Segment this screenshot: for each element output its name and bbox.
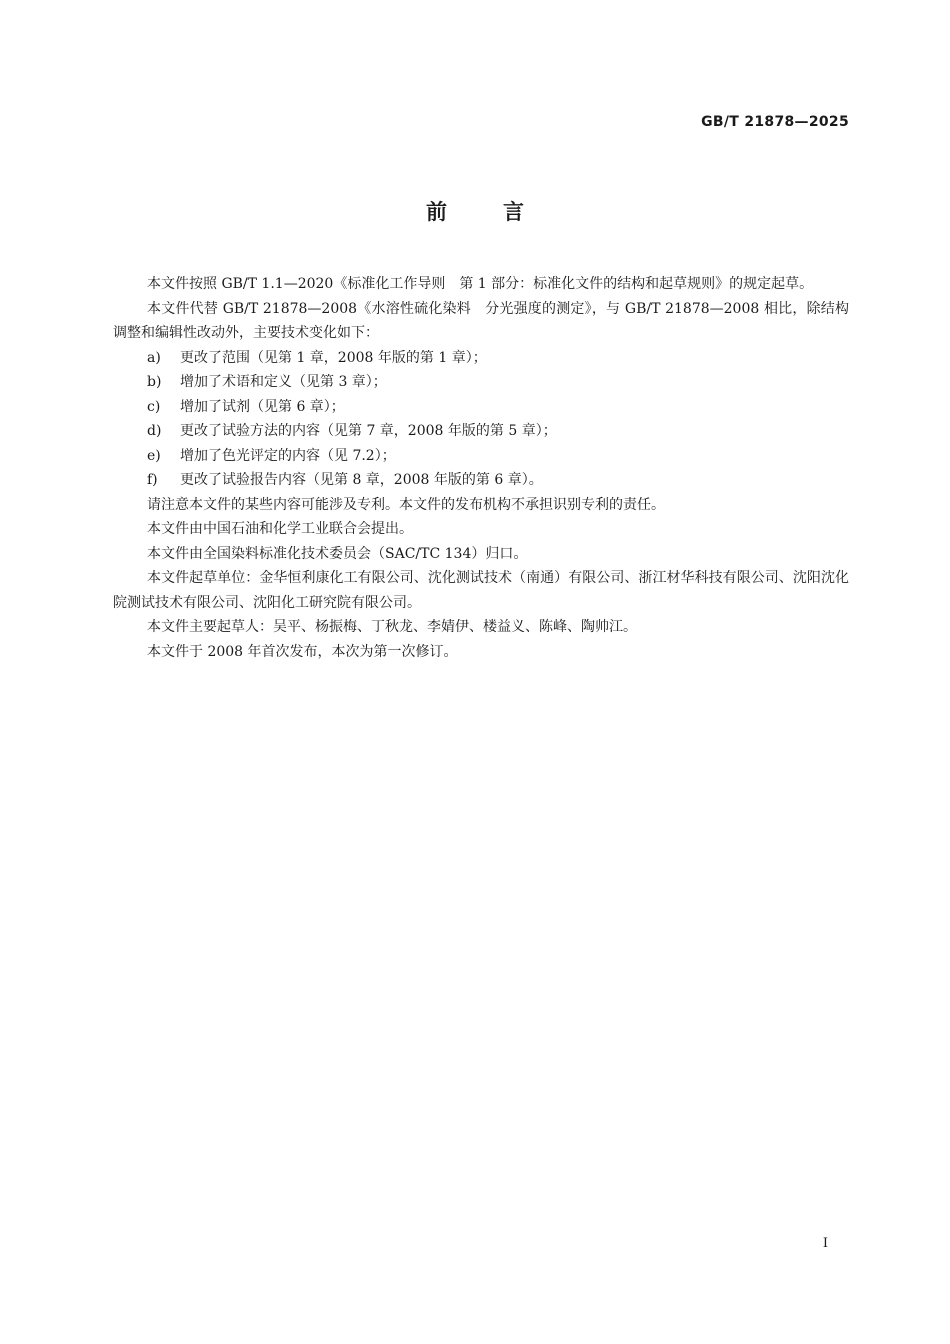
list-item <box>113 346 849 371</box>
list-item-text: 增加了色光评定的内容（见 7.2）； <box>180 447 396 464</box>
list-item-text: 增加了术语和定义（见第 3 章）； <box>180 374 387 390</box>
list-item <box>113 419 849 444</box>
proposer-statement: 本文件由中国石油和化学工业联合会提出。 <box>147 521 413 537</box>
list-item-text: 更改了范围（见第 1 章，2008 年版的第 1 章）； <box>180 349 487 366</box>
list-item-text: 增加了试剂（见第 6 章）； <box>180 398 345 415</box>
list-marker: c) <box>147 398 161 415</box>
list-marker: f) <box>147 472 158 488</box>
main-drafters: 本文件主要起草人：吴平、杨振梅、丁秋龙、李婧伊、楼益义、陈峰、陶帅江。 <box>147 619 637 635</box>
list-item <box>113 444 849 469</box>
patent-notice: 请注意本文件的某些内容可能涉及专利。本文件的发布机构不承担识别专利的责任。 <box>147 496 665 513</box>
technical-changes-list <box>113 346 849 493</box>
list-marker: d) <box>147 423 162 439</box>
list-item-text: 更改了试验报告内容（见第 8 章，2008 年版的第 6 章）。 <box>180 472 543 488</box>
list-marker: b) <box>147 374 162 390</box>
drafting-units: 本文件起草单位：金华恒利康化工有限公司、沈化测试技术（南通）有限公司、浙江材华科技有限公司、沈阳沈化院测试技术有限公司、沈阳化工研究院有限公司。 <box>113 570 849 611</box>
list-item <box>113 370 849 395</box>
list-item <box>113 468 849 493</box>
page-number: I <box>822 1236 828 1251</box>
jurisdiction-statement: 本文件由全国染料标准化技术委员会（SAC/TC 134）归口。 <box>147 545 528 562</box>
foreword-body <box>113 272 849 664</box>
intro-paragraph-replacement: 本文件代替 GB/T 21878—2008《水溶性硫化染料 分光强度的测定》，与 GB/T 21878—2008 相比，除结构调整和编辑性改动外，主要技术变化如下： <box>113 300 849 341</box>
list-item-text: 更改了试验方法的内容（见第 7 章，2008 年版的第 5 章）； <box>180 423 557 439</box>
intro-paragraph-drafting-rules: 本文件按照 GB/T 1.1—2020《标准化工作导则 第 1 部分：标准化文件的结构和起草规则》的规定起草。 <box>147 276 814 292</box>
publication-history: 本文件于 2008 年首次发布，本次为第一次修订。 <box>147 643 458 660</box>
list-marker: e) <box>147 447 161 464</box>
standard-code: GB/T 21878—2025 <box>701 114 849 130</box>
page-title: 前言 <box>426 200 580 224</box>
list-item <box>113 395 849 420</box>
list-marker: a) <box>147 349 161 366</box>
